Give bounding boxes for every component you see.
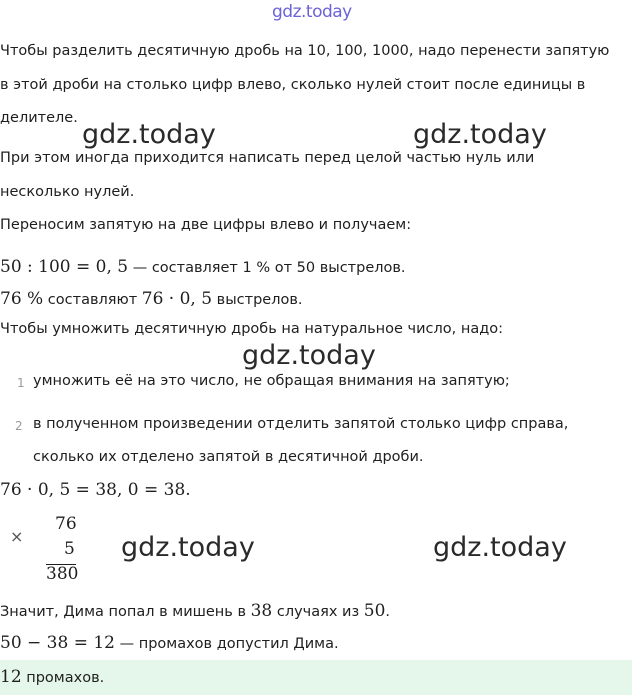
calc-1-text: — составляет 1 % от 50 выстрелов. <box>128 260 406 276</box>
conclusion-n1: 38 <box>250 601 273 621</box>
rule-divide-line3: делителе. <box>0 110 78 126</box>
calc-2-math: 76 % <box>0 289 44 309</box>
conclusion-text: Значит, Дима попал в мишень в <box>0 604 251 620</box>
watermark: gdz.today <box>121 532 255 563</box>
watermark: gdz.today <box>433 532 567 563</box>
conclusion-line <box>0 601 390 621</box>
calc-4-text: — промахов допустил Дима. <box>115 636 339 652</box>
watermark: gdz.today <box>242 340 376 371</box>
list-item-text: умножить её на это число, не обращая внимания на запятую; <box>33 373 510 389</box>
list-item-text: в полученном произведении отделить запятой столько цифр справа, <box>33 416 569 432</box>
calc-2-math2: 76 · 0, 5 <box>141 289 213 309</box>
rule-divide-line1: Чтобы разделить десятичную дробь на 10, 100, 1000, надо перенести запятую <box>0 43 610 59</box>
watermark: gdz.today <box>413 119 547 150</box>
rule-divide-line4: При этом иногда приходится написать перед целой частью нуль или <box>0 150 535 166</box>
rule-multiply-intro: Чтобы умножить десятичную дробь на натуральное число, надо: <box>0 321 503 337</box>
calc-line-3: 76 · 0, 5 = 38, 0 = 38. <box>0 480 191 500</box>
list-item-number: 2 <box>15 419 23 433</box>
column-result: 380 <box>46 564 79 584</box>
conclusion-end: . <box>385 604 391 620</box>
column-top: 76 <box>55 514 77 534</box>
watermark: gdz.today <box>82 119 216 150</box>
rule-divide-line2: в этой дроби на столько цифр влево, сколько нулей стоит после единицы в <box>0 77 586 93</box>
answer-math: 12 <box>0 667 22 687</box>
calc-line-4 <box>0 633 339 653</box>
calc-4-math: 50 − 38 = 12 <box>0 633 115 653</box>
calc-line-1 <box>0 257 406 277</box>
multiply-sign: × <box>10 527 24 546</box>
list-item-text-cont: сколько их отделено запятой в десятичной дроби. <box>33 449 424 465</box>
step-move-comma: Переносим запятую на две цифры влево и получаем: <box>0 217 412 233</box>
calc-2-text2: выстрелов. <box>212 292 303 308</box>
answer-text: промахов. <box>21 670 105 686</box>
calc-2-text: составляют <box>43 292 142 308</box>
column-bottom: 5 <box>64 539 75 559</box>
calc-line-2 <box>0 289 303 309</box>
answer-line <box>0 667 104 687</box>
list-item-number: 1 <box>17 376 25 390</box>
conclusion-mid: случаях из <box>272 604 364 620</box>
conclusion-n2: 50 <box>363 601 386 621</box>
site-logo[interactable]: gdz.today <box>272 2 352 22</box>
calc-1-math: 50 : 100 = 0, 5 <box>0 257 129 277</box>
rule-divide-line5: несколько нулей. <box>0 184 135 200</box>
